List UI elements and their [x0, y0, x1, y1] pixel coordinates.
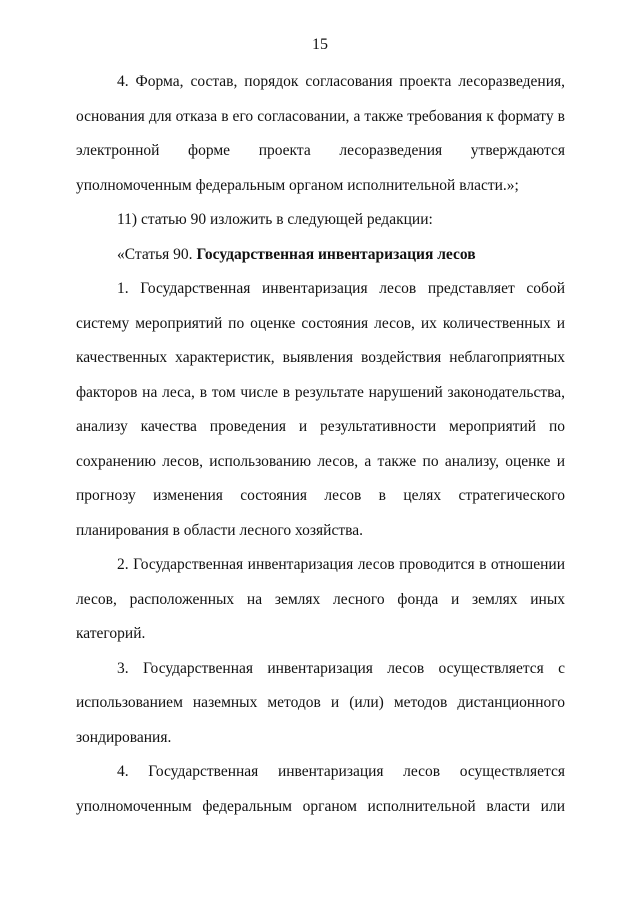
paragraph-article-90-item-4: 4. Государственная инвентаризация лесов осуществляется уполномоченным федеральным органом исполнительной власти или [76, 763, 565, 815]
paragraph-amendment-article-90: 11) статью 90 изложить в следующей редакции: [117, 211, 433, 228]
paragraph-article-90-item-2: 2. Государственная инвентаризация лесов проводится в отношении лесов, расположенных на землях лесного фонда и землях иных категорий. [76, 556, 565, 642]
paragraph-form-approval: 4. Форма, состав, порядок согласования проекта лесоразведения, основания для отказа в его согласовании, а также требования к формату в электронной форме проекта лесоразведения утверждаются уполномоченным федеральным органом исполнительной власти.»; [76, 73, 565, 194]
paragraph-article-90-item-1: 1. Государственная инвентаризация лесов представляет собой систему мероприятий по оценке состояния лесов, их количественных и качественных характеристик, выявления воздействия неблагоприятных факторов на леса, в том числе в результате нарушений законодательства, анализу качества проведения и результативности мероприятий по сохранению лесов, использованию лесов, а также по анализу, оценке и прогнозу изменения состояния лесов в целях стратегического планирования в области лесного хозяйства. [76, 280, 565, 539]
page-number: 15 [312, 36, 328, 53]
article-90-title: Государственная инвентаризация лесов [196, 245, 476, 263]
article-90-heading [76, 238, 565, 273]
paragraph-article-90-item-3: 3. Государственная инвентаризация лесов осуществляется с использованием наземных методов и (или) методов дистанционного зондирования. [76, 659, 565, 746]
document-body [76, 65, 565, 824]
article-90-prefix: «Статья 90. [117, 245, 197, 263]
